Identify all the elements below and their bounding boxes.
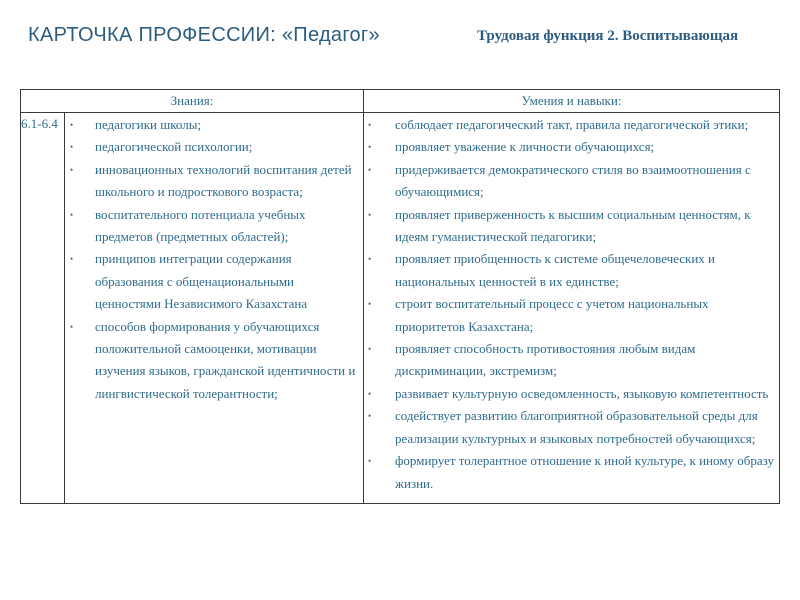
knowledge-item: [70, 316, 359, 406]
knowledge-item-text: воспитательного потенциала учебных предметов (предметных областей);: [95, 206, 306, 245]
bullet-icon: •: [368, 254, 372, 265]
knowledge-item-text: педагогики школы;: [95, 117, 202, 132]
skill-item-text: проявляет уважение к личности обучающихся;: [395, 139, 655, 155]
skill-item-text: проявляет приобщенность к системе общечеловеческих и национальных ценностей в их единстве;: [395, 251, 716, 289]
skill-item: [368, 248, 775, 293]
bullet-icon: •: [368, 411, 372, 422]
bullet-icon: •: [368, 388, 372, 399]
knowledge-item: [70, 204, 359, 249]
knowledge-cell: [65, 113, 364, 504]
knowledge-item-text: способов формирования у обучающихся положительной самооценки, мотивации изучения языков, гражданской идентичности и лингвистической толерантности;: [95, 318, 356, 401]
skill-item-text: содействует развитию благоприятной образовательной среды для реализации культурных и языковых потребностей обучающихся;: [395, 408, 758, 446]
skill-item-text: развивает культурную осведомленность, языковую компетентность: [395, 385, 769, 401]
bullet-icon: •: [368, 456, 372, 467]
skills-list: [364, 113, 779, 503]
skill-item-text: придерживается демократического стиля во взаимоотношения с обучающимися;: [395, 161, 751, 200]
page-subtitle: Трудовая функция 2. Воспитывающая: [477, 28, 739, 44]
skill-item: [368, 450, 775, 495]
knowledge-item: [70, 248, 359, 315]
skills-header: Умения и навыки:: [364, 90, 780, 113]
bullet-icon: •: [70, 254, 74, 265]
function-code: 6.1-6.4: [21, 113, 65, 504]
skill-item-text: проявляет способность противостояния любым видам дискриминации, экстремизм;: [395, 341, 696, 379]
knowledge-item-text: инновационных технологий воспитания детей школьного и подросткового возраста;: [95, 161, 352, 200]
bullet-icon: •: [368, 120, 372, 130]
knowledge-item: [70, 136, 359, 158]
skill-item: [368, 293, 775, 338]
bullet-icon: •: [70, 321, 74, 332]
skill-item: [368, 136, 775, 158]
skill-item: [368, 159, 775, 204]
table-row: [21, 113, 780, 504]
bullet-icon: •: [368, 209, 372, 220]
bullet-icon: •: [70, 164, 74, 175]
bullet-icon: •: [368, 299, 372, 310]
skill-item-text: формирует толерантное отношение к иной культуре, к иному образу жизни.: [395, 453, 774, 491]
skill-item-text: строит воспитательный процесс с учетом национальных приоритетов Казахстана;: [395, 296, 709, 334]
skill-item: [368, 114, 775, 136]
knowledge-item-text: принципов интеграции содержания образования с общенациональными ценностями Независимого Казахстана: [95, 251, 308, 312]
bullet-icon: •: [368, 164, 372, 175]
bullet-icon: •: [70, 142, 74, 153]
knowledge-item: [70, 159, 359, 204]
knowledge-item-text: педагогической психологии;: [95, 139, 253, 155]
bullet-icon: •: [70, 209, 74, 220]
table-header-row: [21, 90, 780, 113]
skill-item: [368, 383, 775, 405]
bullet-icon: •: [368, 142, 372, 153]
skill-item: [368, 405, 775, 450]
skill-item: [368, 338, 775, 383]
skill-item: [368, 204, 775, 249]
page-title: КАРТОЧКА ПРОФЕССИИ: «Педагог»: [28, 24, 380, 46]
skill-item-text: проявляет приверженность к высшим социальным ценностям, к идеям гуманистической педагогики;: [395, 206, 751, 245]
bullet-icon: •: [70, 120, 74, 130]
knowledge-item: [70, 114, 359, 136]
skills-cell: [364, 113, 780, 504]
knowledge-header: Знания:: [21, 90, 364, 113]
bullet-icon: •: [368, 344, 372, 355]
profession-card-table: [20, 89, 780, 504]
knowledge-list: [65, 113, 363, 411]
skill-item-text: соблюдает педагогический такт, правила педагогической этики;: [395, 117, 749, 132]
